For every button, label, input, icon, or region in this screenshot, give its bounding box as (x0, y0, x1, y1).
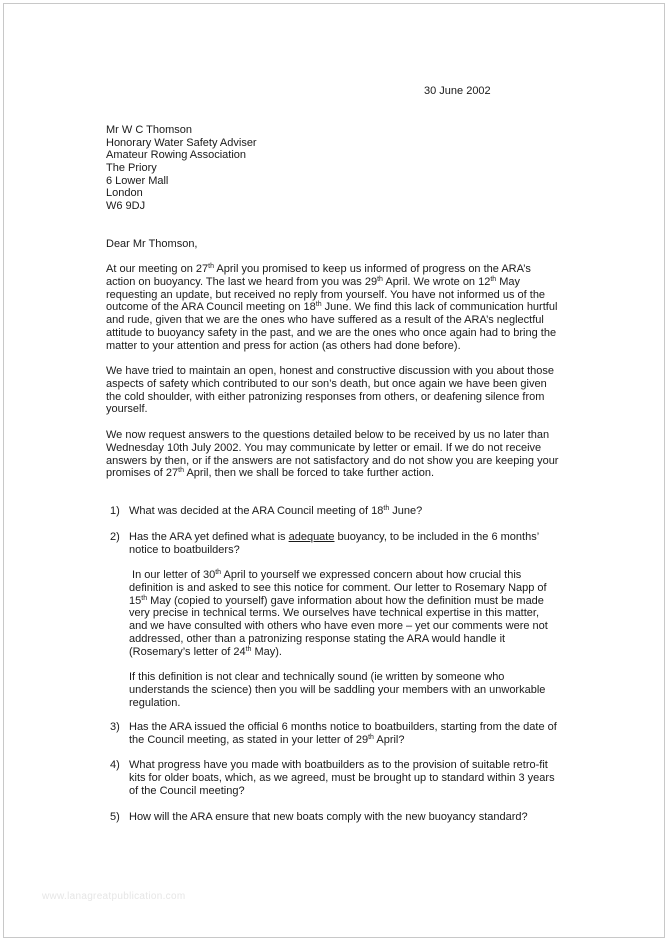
item-number: 1) (110, 505, 120, 517)
text-line: yourself. (106, 403, 148, 416)
text-line: attitude to buoyancy safety in the past, and we are the ones who once again had to bring the (106, 326, 557, 339)
text-line: kits for older boats, which, as we agreed, must be brought up to standard within 3 years (129, 771, 555, 784)
question-2-detail-2 (129, 671, 569, 709)
item-text: What was decided at the ARA Council meeting of 18th June? (129, 505, 423, 517)
item-text (129, 721, 557, 747)
text-line: matter to your attention and press for action (as others had done before). (106, 339, 461, 352)
address-line: W6 9DJ (106, 200, 146, 213)
text-line: the Council meeting, as stated in your letter of 29th April? (129, 733, 405, 746)
text-line: answers by then, or if the answers are not satisfactory and do not show you are keeping your (106, 454, 559, 467)
text-line: regulation. (129, 696, 181, 709)
text-line: In our letter of 30th April to yourself we expressed concern about how crucial this (129, 569, 522, 581)
address-line: Amateur Rowing Association (106, 149, 247, 162)
text-line: Has the ARA issued the official 6 months notice to boatbuilders, starting from the date of (129, 721, 557, 733)
text-line: notice to boatbuilders? (129, 543, 240, 556)
text-line: very precise in technical terms. We ourselves have technical expertise in this matter, (129, 607, 540, 620)
text-line: definition is and asked to see this notice for comment. Our letter to Rosemary Napp of (129, 581, 547, 594)
text-line: and we have consulted with others who have even more – yet our comments were not (129, 620, 548, 633)
text-line: of the Council meeting? (129, 784, 245, 797)
text-line: Wednesday 10th July 2002. You may communicate by letter or email. If we do not receive (106, 441, 542, 454)
text-line: We have tried to maintain an open, honest and constructive discussion with you about those (106, 365, 555, 377)
text-line: At our meeting on 27th April you promised to keep us informed of progress on the ARA’s (106, 263, 531, 275)
recipient-address (106, 124, 257, 213)
text-line: the cold shoulder, with either patronizing responses from others, or deafening silence from (106, 390, 545, 403)
watermark: www.lanagreatpublication.com (42, 891, 186, 902)
underlined-word: adequate (288, 531, 335, 543)
text-line: 15th May (copied to yourself) gave information about how the definition must be made (129, 594, 544, 607)
text-line: and rude, given that we are the ones who have suffered as a result of the ARA’s neglectful (106, 314, 544, 327)
text-line: addressed, other than a patronizing response stating the ARA would handle it (129, 632, 506, 645)
item-number: 4) (110, 759, 120, 771)
item-number: 2) (110, 531, 120, 543)
item-number: 5) (110, 811, 120, 823)
paragraph-1 (106, 263, 558, 353)
text-line: What progress have you made with boatbuilders as to the provision of suitable retro-fit (129, 759, 548, 771)
item-number: 3) (110, 721, 120, 733)
address-line: Mr W C Thomson (106, 124, 192, 136)
text-line: Has the ARA yet defined what is adequate buoyancy, to be included in the 6 months’ (129, 531, 540, 543)
paragraph-3 (106, 429, 559, 480)
address-line: London (106, 187, 143, 200)
text-line: We now request answers to the questions detailed below to be received by us no later than (106, 429, 550, 441)
text-line: action on buoyancy. The last we heard from you was 29th April. We wrote on 12th May (106, 275, 521, 288)
letter-date: 30 June 2002 (424, 85, 491, 97)
text-line: aspects of safety which contributed to our son’s death, but once again we have been given (106, 377, 547, 390)
address-line: 6 Lower Mall (106, 174, 169, 187)
item-text: How will the ARA ensure that new boats comply with the new buoyancy standard? (129, 811, 528, 823)
text-line: outcome of the ARA Council meeting on 18th June. We find this lack of communication hurtful (106, 301, 558, 314)
text-line: requesting an update, but received no reply from yourself. You have not informed us of the (106, 288, 546, 301)
item-text (129, 759, 555, 797)
text-line: If this definition is not clear and technically sound (ie written by someone who (129, 671, 505, 683)
salutation: Dear Mr Thomson, (106, 238, 198, 250)
text-line: (Rosemary’s letter of 24th May). (129, 645, 282, 658)
paragraph-2 (106, 365, 555, 416)
text-line: promises of 27th April, then we shall be forced to take further action. (106, 467, 435, 480)
address-line: The Priory (106, 162, 157, 175)
item-text (129, 531, 539, 557)
address-line: Honorary Water Safety Adviser (106, 136, 257, 149)
question-2-detail-1 (129, 569, 569, 659)
text-line: understands the science) then you will be saddling your members with an unworkable (129, 683, 546, 696)
